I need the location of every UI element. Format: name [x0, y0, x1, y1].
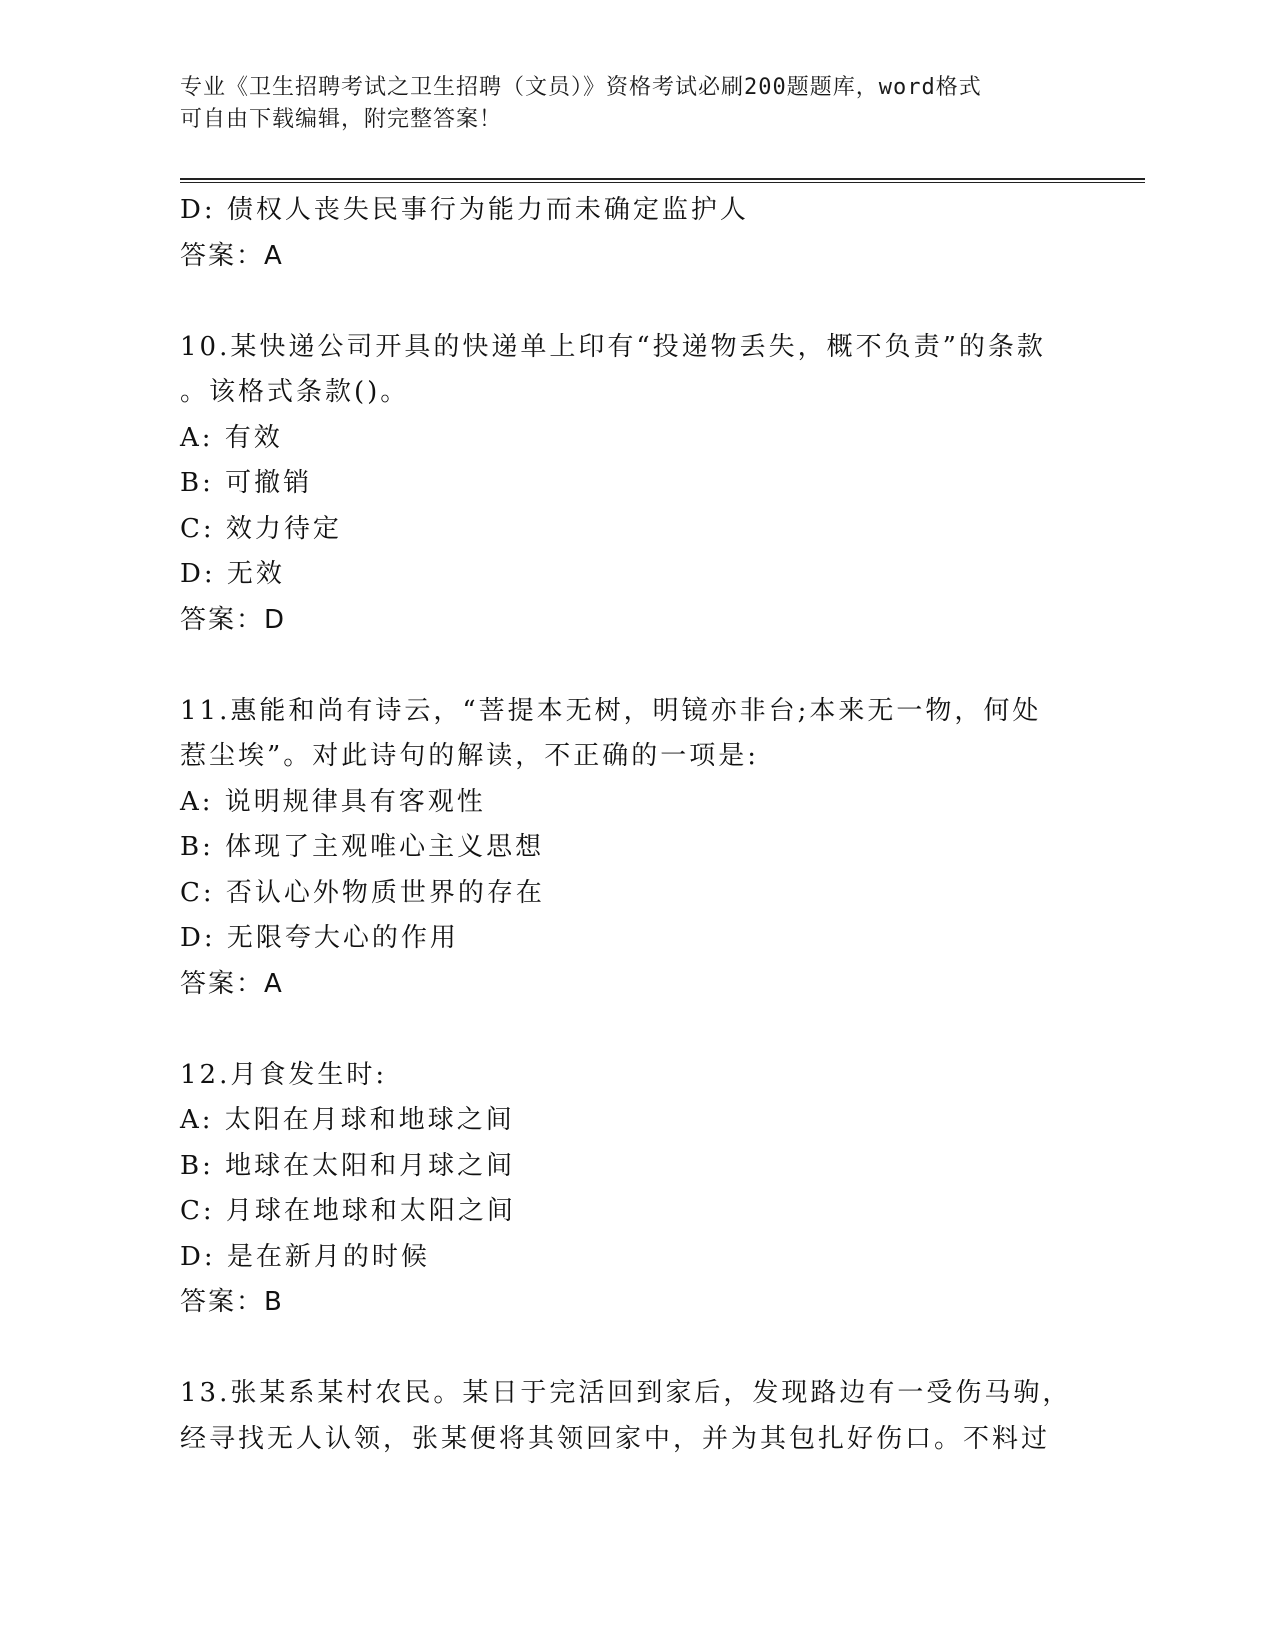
spacer: [180, 643, 1080, 689]
spacer: [180, 1326, 1080, 1372]
question-block-carryover: [180, 188, 1080, 279]
document-header: [180, 72, 1060, 136]
option-d: D: 无效: [180, 559, 285, 589]
option-c: C: 效力待定: [180, 513, 342, 544]
spacer: [180, 1007, 1080, 1053]
spacer: [180, 279, 1080, 325]
answer-line: 答案：D: [180, 604, 287, 635]
question-block-11: [180, 689, 1080, 1008]
question-stem-continued: 经寻找无人认领，张某便将其领回家中，并为其包扎好伤口。不料过: [180, 1423, 1051, 1454]
option-d: D: 债权人丧失民事行为能力而未确定监护人: [180, 195, 749, 225]
header-line-2: 可自由下载编辑，附完整答案！: [180, 107, 503, 132]
question-block-12: [180, 1053, 1080, 1326]
option-c: C: 月球在地球和太阳之间: [180, 1196, 516, 1226]
option-a: A: 有效: [180, 422, 283, 453]
question-stem: 10.某快递公司开具的快递单上印有“投递物丢失，概不负责”的条款: [180, 331, 1046, 362]
option-a: A: 说明规律具有客观性: [180, 786, 486, 817]
answer-line: 答案：A: [180, 968, 284, 999]
option-b: B: 体现了主观唯心主义思想: [180, 832, 545, 862]
header-line-1: 专业《卫生招聘考试之卫生招聘（文员）》资格考试必刷200题题库，word格式: [180, 75, 982, 100]
option-b: B: 可撤销: [180, 468, 313, 498]
question-list: [180, 188, 1080, 1462]
option-d: D: 无限夸大心的作用: [180, 923, 459, 953]
question-block-10: [180, 325, 1080, 644]
answer-line: 答案：A: [180, 240, 284, 271]
question-stem-continued: 惹尘埃”。对此诗句的解读，不正确的一项是:: [180, 741, 760, 771]
question-block-13: [180, 1371, 1080, 1462]
question-stem-continued: 。该格式条款()。: [180, 377, 410, 407]
header-divider-thick: [180, 178, 1145, 180]
question-stem: 11.惠能和尚有诗云，“菩提本无树，明镜亦非台;本来无一物，何处: [180, 695, 1042, 726]
option-a: A: 太阳在月球和地球之间: [180, 1105, 515, 1135]
option-b: B: 地球在太阳和月球之间: [180, 1150, 516, 1181]
header-divider-thin: [180, 182, 1145, 183]
answer-line: 答案：B: [180, 1287, 284, 1317]
question-stem: 12.月食发生时:: [180, 1059, 388, 1090]
option-c: C: 否认心外物质世界的存在: [180, 877, 545, 908]
option-d: D: 是在新月的时候: [180, 1241, 430, 1272]
question-stem: 13.张某系某村农民。某日于完活回到家后，发现路边有一受伤马驹，: [180, 1378, 1072, 1408]
